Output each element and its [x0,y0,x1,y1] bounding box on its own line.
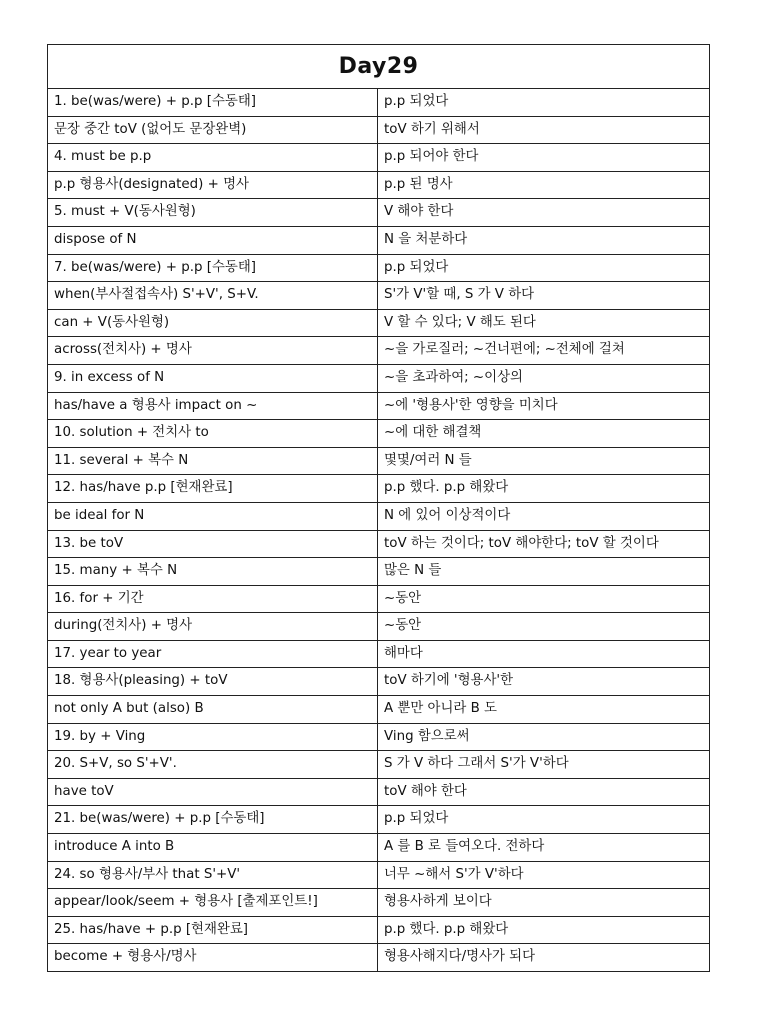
expression-cell: when(부사절접속사) S'+V', S+V. [48,282,378,310]
expression-cell: 문장 중간 toV (없어도 문장완벽) [48,116,378,144]
meaning-cell: p.p 했다. p.p 해왔다 [378,475,710,503]
expression-cell: appear/look/seem + 형용사 [출제포인트!] [48,889,378,917]
meaning-cell: ~을 초과하여; ~이상의 [378,364,710,392]
expression-cell: not only A but (also) B [48,696,378,724]
meaning-cell: 형용사하게 보이다 [378,889,710,917]
expression-cell: 4. must be p.p [48,144,378,172]
expression-cell: dispose of N [48,226,378,254]
table-row [48,530,710,558]
table-row [48,806,710,834]
meaning-cell: N 을 처분하다 [378,226,710,254]
meaning-cell: 너무 ~해서 S'가 V'하다 [378,861,710,889]
table-row [48,144,710,172]
meaning-cell: A 를 B 로 들여오다. 전하다 [378,834,710,862]
expression-cell: 1. be(was/were) + p.p [수동태] [48,89,378,117]
table-row [48,420,710,448]
meaning-cell: 몇몇/여러 N 들 [378,447,710,475]
expression-cell: 19. by + Ving [48,723,378,751]
table-row [48,585,710,613]
table-row [48,778,710,806]
expression-cell: p.p 형용사(designated) + 명사 [48,171,378,199]
table-row [48,475,710,503]
expression-cell: 11. several + 복수 N [48,447,378,475]
meaning-cell: S 가 V 하다 그래서 S'가 V'하다 [378,751,710,779]
meaning-cell: V 할 수 있다; V 해도 된다 [378,309,710,337]
expression-cell: have toV [48,778,378,806]
meaning-cell: toV 하기에 '형용사'한 [378,668,710,696]
meaning-cell: V 해야 한다 [378,199,710,227]
meaning-cell: toV 하는 것이다; toV 해야한다; toV 할 것이다 [378,530,710,558]
table-row [48,309,710,337]
meaning-cell: A 뿐만 아니라 B 도 [378,696,710,724]
table-row [48,254,710,282]
table-row [48,558,710,586]
table-row [48,640,710,668]
meaning-cell: p.p 되었다 [378,806,710,834]
table-row [48,447,710,475]
expression-cell: 16. for + 기간 [48,585,378,613]
expression-cell: across(전치사) + 명사 [48,337,378,365]
meaning-cell: 많은 N 들 [378,558,710,586]
expression-cell: 9. in excess of N [48,364,378,392]
expression-cell: 20. S+V, so S'+V'. [48,751,378,779]
table-row [48,116,710,144]
meaning-cell: p.p 했다. p.p 해왔다 [378,916,710,944]
meaning-cell: S'가 V'할 때, S 가 V 하다 [378,282,710,310]
meaning-cell: ~동안 [378,613,710,641]
meaning-cell: p.p 되었다 [378,254,710,282]
expression-cell: during(전치사) + 명사 [48,613,378,641]
table-row [48,502,710,530]
meaning-cell: ~동안 [378,585,710,613]
table-row [48,613,710,641]
table-row [48,861,710,889]
expression-cell: be ideal for N [48,502,378,530]
expression-cell: 5. must + V(동사원형) [48,199,378,227]
expression-cell: become + 형용사/명사 [48,944,378,972]
expression-cell: 18. 형용사(pleasing) + toV [48,668,378,696]
vocab-table [47,44,710,972]
table-row [48,751,710,779]
expression-cell: 15. many + 복수 N [48,558,378,586]
expression-cell: 12. has/have p.p [현재완료] [48,475,378,503]
table-row [48,364,710,392]
table-row [48,337,710,365]
meaning-cell: ~에 '형용사'한 영향을 미치다 [378,392,710,420]
meaning-cell: p.p 되어야 한다 [378,144,710,172]
meaning-cell: p.p 된 명사 [378,171,710,199]
table-body [48,89,710,972]
expression-cell: 17. year to year [48,640,378,668]
table-row [48,944,710,972]
expression-cell: 21. be(was/were) + p.p [수동태] [48,806,378,834]
meaning-cell: N 에 있어 이상적이다 [378,502,710,530]
table-row [48,889,710,917]
meaning-cell: ~을 가로질러; ~건너편에; ~전체에 걸쳐 [378,337,710,365]
title-row [48,45,710,89]
expression-cell: can + V(동사원형) [48,309,378,337]
expression-cell: has/have a 형용사 impact on ~ [48,392,378,420]
table-row [48,392,710,420]
expression-cell: 25. has/have + p.p [현재완료] [48,916,378,944]
meaning-cell: p.p 되었다 [378,89,710,117]
meaning-cell: toV 해야 한다 [378,778,710,806]
meaning-cell: 형용사해지다/명사가 되다 [378,944,710,972]
table-row [48,171,710,199]
table-row [48,668,710,696]
meaning-cell: ~에 대한 해결책 [378,420,710,448]
table-row [48,199,710,227]
expression-cell: 24. so 형용사/부사 that S'+V' [48,861,378,889]
expression-cell: 13. be toV [48,530,378,558]
table-row [48,916,710,944]
expression-cell: 7. be(was/were) + p.p [수동태] [48,254,378,282]
table-row [48,696,710,724]
table-row [48,282,710,310]
table-row [48,89,710,117]
meaning-cell: toV 하기 위해서 [378,116,710,144]
expression-cell: introduce A into B [48,834,378,862]
page-title: Day29 [48,45,710,89]
table-row [48,723,710,751]
meaning-cell: Ving 함으로써 [378,723,710,751]
expression-cell: 10. solution + 전치사 to [48,420,378,448]
table-row [48,226,710,254]
meaning-cell: 해마다 [378,640,710,668]
table-row [48,834,710,862]
